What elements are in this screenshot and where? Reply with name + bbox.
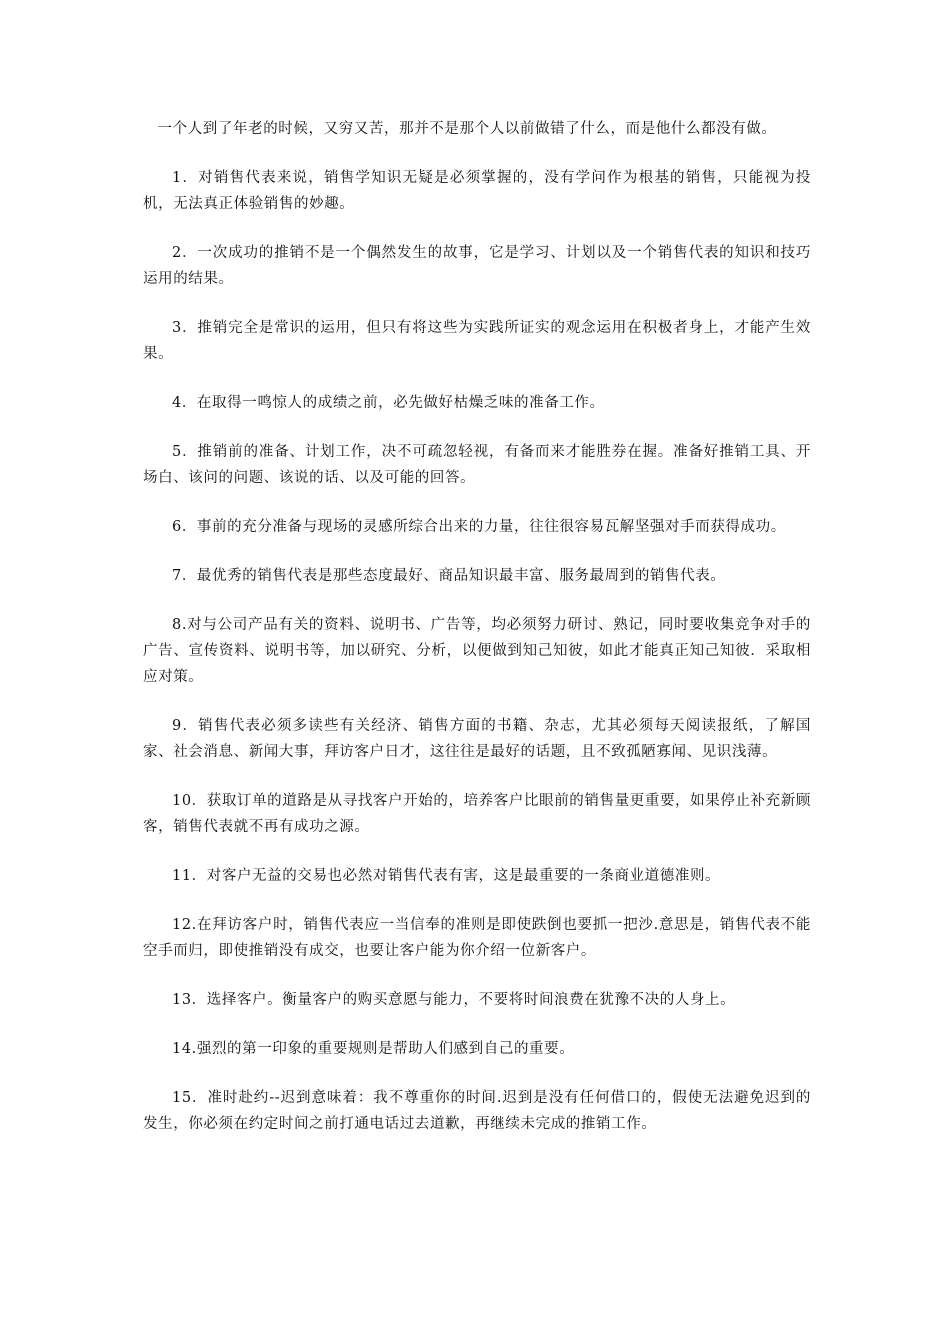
list-item: 2．一次成功的推销不是一个偶然发生的故事，它是学习、计划以及一个销售代表的知识和技巧运用的结果。: [143, 245, 811, 287]
list-item: 6．事前的充分准备与现场的灵感所综合出来的力量，往往很容易瓦解坚强对手而获得成功。: [172, 519, 786, 535]
list-item: 10．获取订单的道路是从寻找客户开始的，培养客户比眼前的销售量更重要，如果停止补充新顾客，销售代表就不再有成功之源。: [143, 793, 811, 835]
list-item: 8.对与公司产品有关的资料、说明书、广告等，均必须努力研讨、熟记，同时要收集竞争对手的广告、宣传资料、说明书等，加以研究、分析，以便做到知己知彼，如此才能真正知己知彼．采取相应对策。: [143, 617, 811, 685]
list-item: 11．对客户无益的交易也必然对销售代表有害，这是最重要的一条商业道德准则。: [172, 868, 721, 884]
list-item: 3．推销完全是常识的运用，但只有将这些为实践所证实的观念运用在积极者身上，才能产生效果。: [143, 320, 811, 362]
list-item: 4．在取得一鸣惊人的成绩之前，必先做好枯燥乏味的准备工作。: [172, 395, 605, 411]
document-body: [143, 116, 811, 1160]
list-item: 15．准时赴约--迟到意味着：我不尊重你的时间.迟到是没有任何借口的，假使无法避免迟到的发生，你必须在约定时间之前打通电话过去道歉，再继续未完成的推销工作。: [143, 1090, 811, 1132]
list-item: 1．对销售代表来说，销售学知识无疑是必须掌握的，没有学问作为根基的销售，只能视为投机，无法真正体验销售的妙趣。: [143, 170, 811, 212]
list-item: 13．选择客户。衡量客户的购买意愿与能力，不要将时间浪费在犹豫不决的人身上。: [172, 992, 736, 1008]
list-item: 9．销售代表必须多读些有关经济、销售方面的书籍、杂志，尤其必须每天阅读报纸，了解国家、社会消息、新闻大事，拜访客户日才，这往往是最好的话题，且不致孤陋寡闻、见识浅薄。: [143, 718, 811, 760]
list-item: 5．推销前的准备、计划工作，决不可疏忽轻视，有备而来才能胜券在握。准备好推销工具、开场白、该问的问题、该说的话、以及可能的回答。: [143, 444, 811, 486]
list-item: 12.在拜访客户时，销售代表应一当信奉的准则是即使跌倒也要抓一把沙.意思是，销售代表不能空手而归，即使推销没有成交，也要让客户能为你介绍一位新客户。: [143, 917, 811, 959]
intro-paragraph: 一个人到了年老的时候，又穷又苦，那并不是那个人以前做错了什么，而是他什么都没有做。: [157, 121, 777, 137]
list-item: 7．最优秀的销售代表是那些态度最好、商品知识最丰富、服务最周到的销售代表。: [172, 568, 726, 584]
list-item: 14.强烈的第一印象的重要规则是帮助人们感到自己的重要。: [172, 1041, 575, 1057]
